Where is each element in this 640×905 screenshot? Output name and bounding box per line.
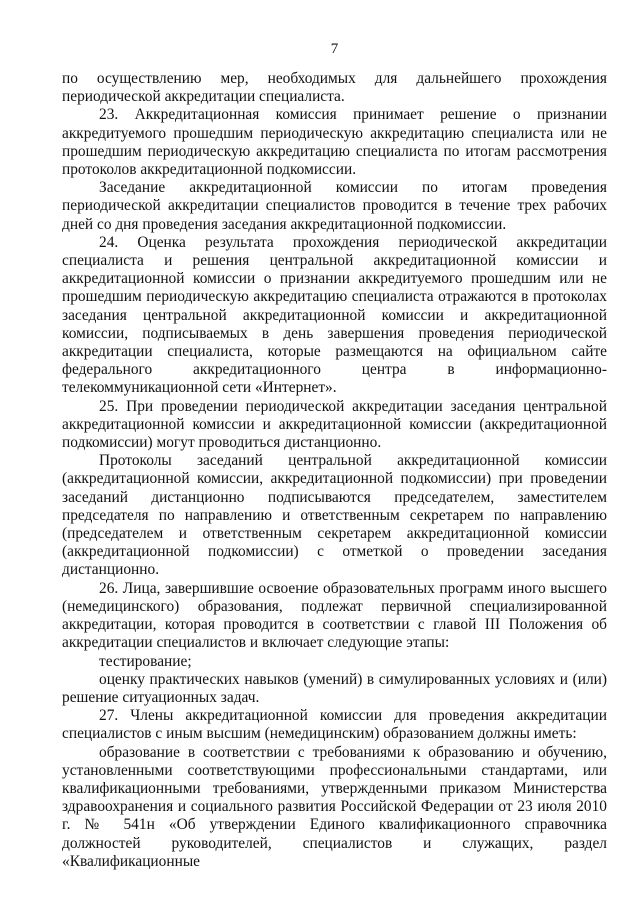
paragraph-commission-meeting: Заседание аккредитационной комиссии по итогам проведения периодической аккредитации специалистов проводится в течение трех рабочих дней со дня проведения заседания аккредитационной подкомиссии. xyxy=(62,179,607,233)
paragraph-item-25: 25. При проведении периодической аккредитации заседания центральной аккредитационной комиссии и аккредитационной комиссии (аккредитационной подкомиссии) могут проводиться дистанционно. xyxy=(62,397,607,452)
paragraph-item-23: 23. Аккредитационная комиссия принимает решение о признании аккредитуемого прошедшим периодическую аккредитацию специалиста или не прошедшим периодическую аккредитацию специалиста по итогам рассмотрения протоколов аккредитационной подкомиссии. xyxy=(62,106,607,179)
paragraph-item-24: 24. Оценка результата прохождения периодической аккредитации специалиста и решения центральной аккредитационной комиссии и аккредитационной комиссии о признании аккредитуемого прошедшим или не прошедшим периодическую аккредитацию специалиста отражаются в протоколах заседания центральной аккредитационной комиссии и аккредитационной комиссии, подписываемых в день завершения проведения периодической аккредитации специалиста, которые размещаются на официальном сайте федерального аккредитационного центра в информационно-телекоммуникационной сети «Интернет». xyxy=(62,233,607,397)
paragraph-practical-skills: оценку практических навыков (умений) в симулированных условиях и (или) решение ситуационных задач. xyxy=(62,670,607,706)
paragraph-protocols: Протоколы заседаний центральной аккредитационной комиссии (аккредитационной комиссии, аккредитационной подкомиссии) при проведении заседаний дистанционно подписываются председателем, заместителем председателя по направлению и ответственным секретарем по направлению (председателем и ответственным секретарем аккредитационной комиссии (аккредитационной подкомиссии) с отметкой о проведении заседания дистанционно. xyxy=(62,452,607,579)
page-number: 7 xyxy=(330,41,339,57)
document-body xyxy=(62,70,607,871)
paragraph-continuation: по осуществлению мер, необходимых для дальнейшего прохождения периодической аккредитации специалиста. xyxy=(62,70,607,106)
paragraph-testing: тестирование; xyxy=(99,652,192,670)
paragraph-education-requirements: образование в соответствии с требованиями к образованию и обучению, установленными соответствующими профессиональными стандартами, или квалификационными требованиями, утвержденными приказом Министерства здравоохранения и социального развития Российской Федерации от 23 июля 2010 г. № 541н «Об утверждении Единого квалификационного справочника должностей руководителей, специалистов и служащих, раздел «Квалификационные xyxy=(62,743,607,870)
paragraph-item-26: 26. Лица, завершившие освоение образовательных программ иного высшего (немедицинского) образования, подлежат первичной специализированной аккредитации, которая проводится в соответствии с главой III Положения об аккредитации специалистов и включает следующие этапы: xyxy=(62,579,607,652)
paragraph-item-27: 27. Члены аккредитационной комиссии для проведения аккредитации специалистов с иным высшим (немедицинским) образованием должны иметь: xyxy=(62,707,607,743)
